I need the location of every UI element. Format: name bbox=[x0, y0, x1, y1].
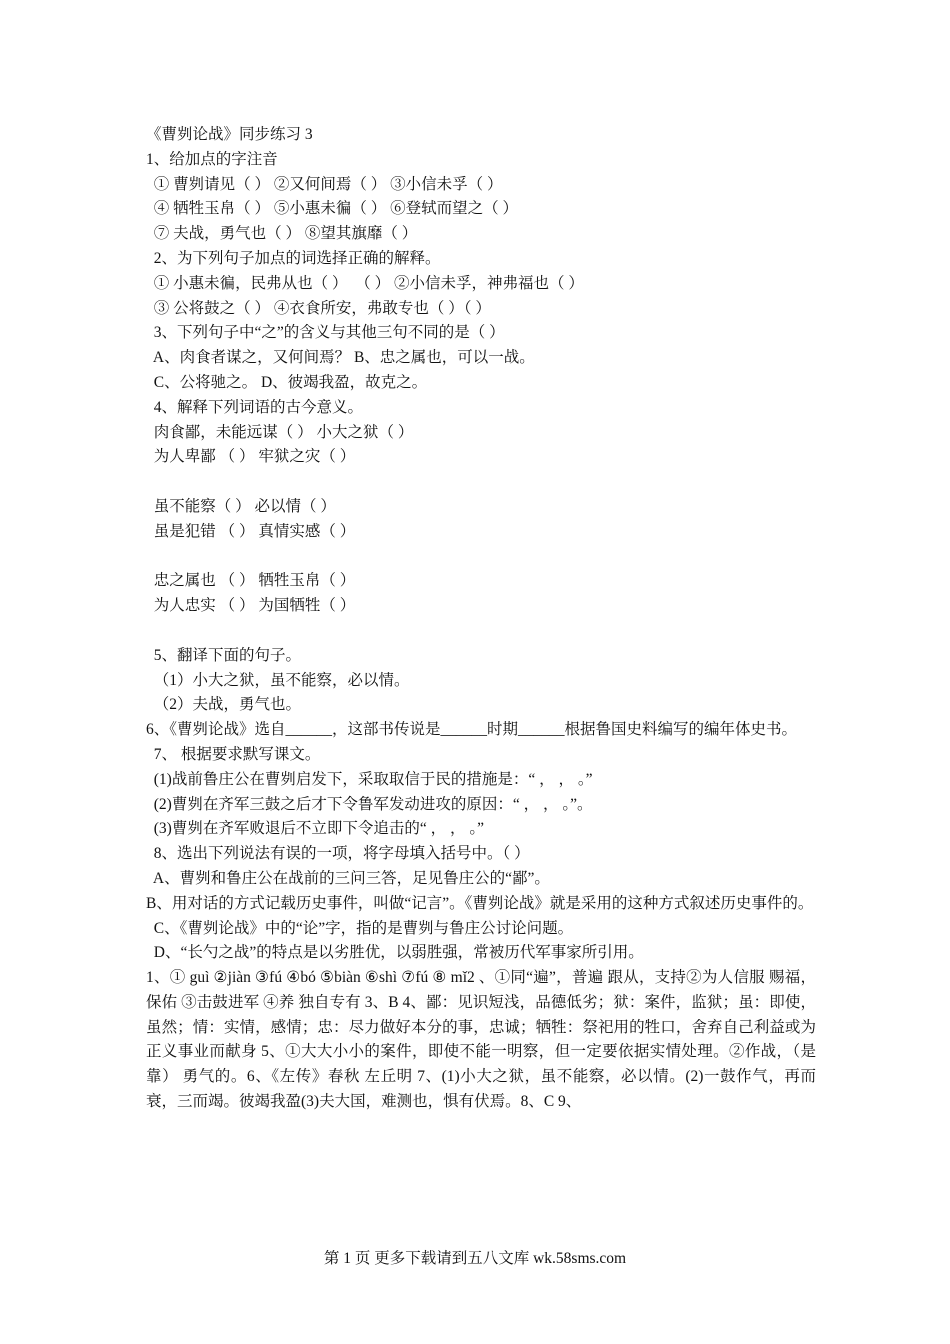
answer-key: 1、① guì ②jiàn ③fú ④bó ⑤biàn ⑥shì ⑦fú ⑧ mǐ2 、①同“遍”，普遍 跟从，支持②为人信服 赐福，保佑 ③击鼓进军 ④养 独自专有 3、B 4、鄙：见识短浅，品德低劣；狱：案件，监狱；虽：即使，虽然；情：实情，感情；忠：尽力做好本分的事，忠诚；牺牲：祭祀用的牲口，舍弃自己利益或为正义事业而献身 5、①大大小小的案件，即使不能一明察，但一定要依据实情处理。②作战，（是靠） 勇气的。6、《左传》春秋 左丘明 7、(1)小大之狱，虽不能察，必以情。(2)一鼓作气，再而衰，三而竭。彼竭我盈(3)夫大国，难测也，惧有伏焉。8、C 9、 bbox=[146, 969, 816, 1111]
q5-heading: 5、翻译下面的句子。 bbox=[146, 646, 302, 664]
page-footer: 第 1 页 更多下载请到五八文库 wk.58sms.com bbox=[323, 1250, 627, 1267]
q1-row: ⑦ 夫战，勇气也（ ） ⑧望其旗靡（ ） bbox=[146, 225, 418, 243]
q4-row: 忠之属也 （ ） 牺牲玉帛（ ） bbox=[146, 572, 356, 590]
q2-row: ③ 公将鼓之（ ） ④衣食所安，弗敢专也（ ）（ ） bbox=[146, 299, 491, 317]
document-body bbox=[146, 123, 816, 1115]
blank-line bbox=[146, 545, 816, 570]
q7-heading: 7、 根据要求默写课文。 bbox=[146, 745, 321, 763]
q5-row: （1）小大之狱，虽不能察，必以情。 bbox=[146, 671, 410, 689]
q4-row: 为人忠实 （ ） 为国牺牲（ ） bbox=[146, 597, 356, 615]
q7-row: (1)战前鲁庄公在曹刿启发下，采取取信于民的措施是：“ ， ， 。” bbox=[146, 770, 593, 788]
q8-heading: 8、选出下列说法有误的一项，将字母填入括号中。（ ） bbox=[146, 845, 530, 863]
q4-row: 肉食鄙，未能远谋（ ） 小大之狱（ ） bbox=[146, 423, 414, 441]
q1-row: ① 曹刿请见（ ） ②又何间焉（ ） ③小信未孚（ ） bbox=[146, 175, 503, 193]
q2-row: ① 小惠未徧，民弗从也（ ） （ ） ②小信未孚，神弗福也（ ） bbox=[146, 274, 584, 292]
q8-option: C、《曹刿论战》中的“论”字，指的是曹刿与鲁庄公讨论问题。 bbox=[146, 919, 574, 937]
q3-row: C、公将驰之。 D、彼竭我盈，故克之。 bbox=[146, 373, 428, 391]
q3-row: A、肉食者谋之，又何间焉？ B、忠之属也，可以一战。 bbox=[146, 349, 535, 367]
q1-row: ④ 牺牲玉帛（ ） ⑤小惠未徧（ ） ⑥登轼而望之（ ） bbox=[146, 200, 519, 218]
q1-heading: 1、给加点的字注音 bbox=[146, 150, 278, 168]
q6-text: 6、《曹刿论战》选自______，这部书传说是______时期______根据鲁国史料编写的编年体史书。 bbox=[146, 721, 798, 739]
q4-heading: 4、解释下列词语的古今意义。 bbox=[146, 398, 364, 416]
blank-line bbox=[146, 619, 816, 644]
q4-row: 为人卑鄙 （ ） 牢狱之灾（ ） bbox=[146, 448, 356, 466]
q8-option: D、“长勺之战”的特点是以劣胜优，以弱胜强，常被历代军事家所引用。 bbox=[146, 944, 644, 962]
q4-row: 虽不能察（ ） 必以情（ ） bbox=[146, 497, 336, 515]
document-title: 《曹刿论战》同步练习 3 bbox=[146, 126, 313, 143]
q5-row: （2）夫战，勇气也。 bbox=[146, 696, 302, 714]
q8-option: A、曹刿和鲁庄公在战前的三问三答，足见鲁庄公的“鄙”。 bbox=[146, 869, 550, 887]
q4-row: 虽是犯错 （ ） 真情实感（ ） bbox=[146, 522, 356, 540]
q2-heading: 2、为下列句子加点的词选择正确的解释。 bbox=[146, 249, 441, 267]
q8-option: B、用对话的方式记载历史事件，叫做“记言”。《曹刿论战》就是采用的这种方式叙述历史事件的。 bbox=[146, 894, 814, 912]
q7-row: (3)曹刿在齐军败退后不立即下令追击的“ ， ， 。” bbox=[146, 820, 484, 838]
q7-row: (2)曹刿在齐军三鼓之后才下令鲁军发动进攻的原因：“ ， ， 。”。 bbox=[146, 795, 593, 813]
q3-heading: 3、下列句子中“之”的含义与其他三句不同的是（ ） bbox=[146, 324, 505, 342]
blank-line bbox=[146, 470, 816, 495]
